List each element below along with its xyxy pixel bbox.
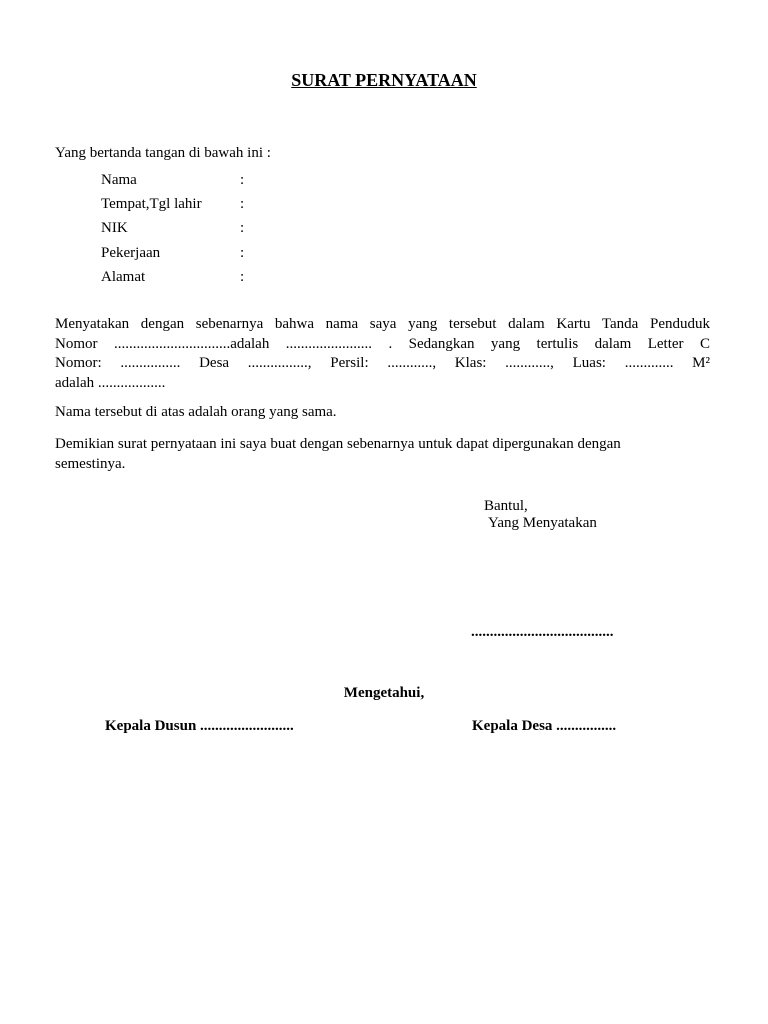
field-colon-nama: : (240, 172, 245, 188)
document-title: SURAT PERNYATAAN (291, 70, 477, 90)
field-label-alamat: Alamat (101, 269, 146, 285)
statement-line: Nomor: ................ Desa ................, Persil: ............, Klas: ............, Luas: ............. M² (55, 355, 710, 371)
field-colon-pekerjaan: : (240, 245, 245, 261)
field-colon-alamat: : (240, 269, 245, 285)
statement-paragraph (55, 315, 710, 393)
field-label-nama: Nama (101, 172, 137, 188)
field-label-nik: NIK (101, 220, 128, 236)
closing-line: semestinya. (55, 455, 126, 472)
head-of-hamlet: Kepala Dusun ......................... (105, 718, 294, 734)
signer-label: Yang Menyatakan (488, 515, 597, 531)
head-of-village: Kepala Desa ................ (472, 718, 617, 734)
intro-text: Yang bertanda tangan di bawah ini : (55, 145, 271, 161)
same-person-text: Nama tersebut di atas adalah orang yang sama. (55, 404, 337, 420)
closing-paragraph (55, 435, 710, 474)
signature-line: ...................................... (471, 624, 614, 640)
field-label-tempat-tgl-lahir: Tempat,Tgl lahir (101, 196, 202, 212)
field-colon-nik: : (240, 220, 245, 236)
place-text: Bantul, (484, 498, 528, 514)
field-label-pekerjaan: Pekerjaan (101, 245, 161, 261)
statement-line: adalah .................. (55, 374, 166, 391)
statement-line: Menyatakan dengan sebenarnya bahwa nama saya yang tersebut dalam Kartu Tanda Penduduk (55, 316, 710, 332)
field-colon-tempat-tgl-lahir: : (240, 196, 245, 212)
acknowledged-heading: Mengetahui, (343, 685, 425, 701)
closing-line: Demikian surat pernyataan ini saya buat dengan sebenarnya untuk dapat dipergunakan dengan (55, 436, 621, 452)
statement-line: Nomor ...............................adalah ....................... . Sedangkan yang tertulis dalam Letter C (55, 335, 710, 352)
